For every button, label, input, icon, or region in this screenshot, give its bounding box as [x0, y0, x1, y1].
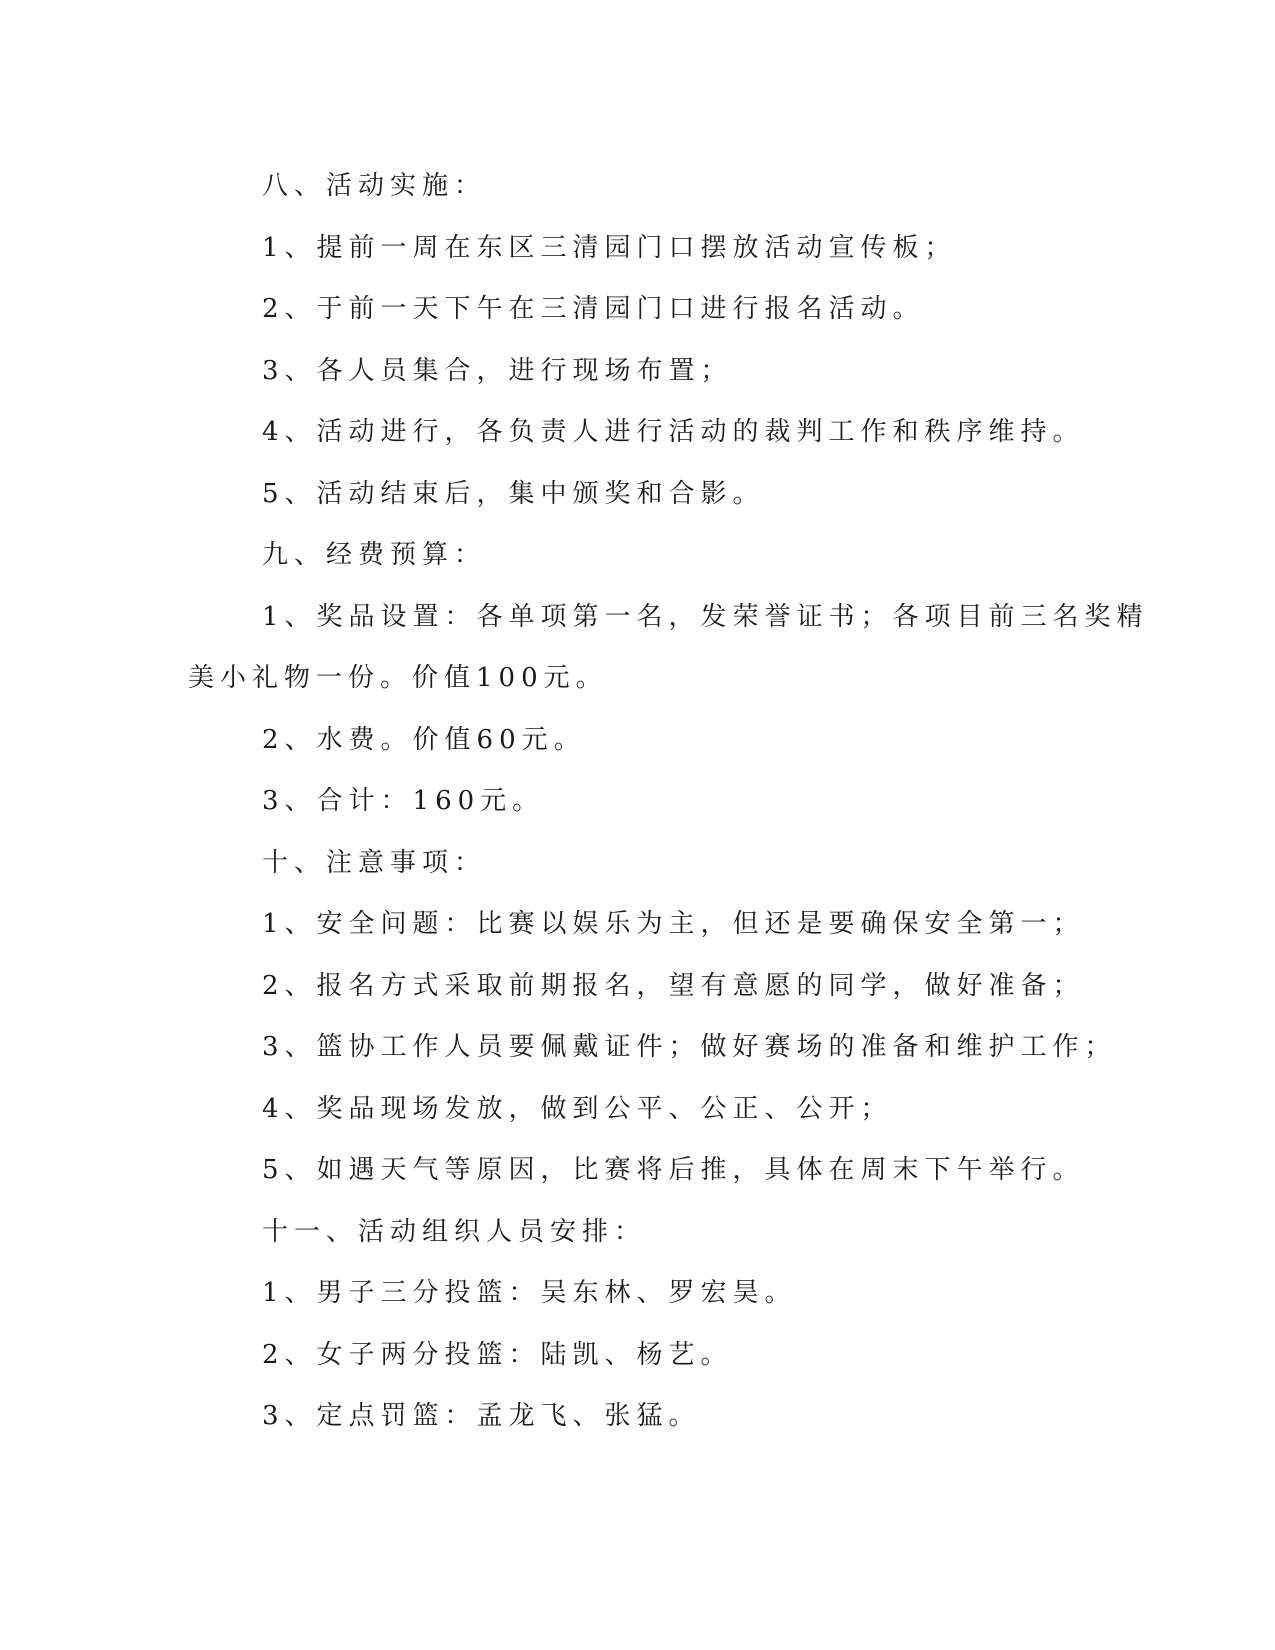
- paragraph-line: 3、定点罚篮：孟龙飞、张猛。: [262, 1401, 701, 1431]
- paragraph-line: 1、安全问题：比赛以娱乐为主，但还是要确保安全第一；: [262, 909, 1085, 939]
- paragraph-line: 5、活动结束后，集中颁奖和合影。: [262, 478, 765, 509]
- section-heading-budget: 九、经费预算：: [262, 540, 487, 570]
- paragraph-line: 5、如遇天气等原因，比赛将后推，具体在周末下午举行。: [262, 1155, 1085, 1185]
- paragraph-line: 2、女子两分投篮：陆凯、杨艺。: [262, 1339, 733, 1370]
- paragraph-line: 3、各人员集合，进行现场布置；: [262, 355, 733, 386]
- paragraph-line: 2、报名方式采取前期报名，望有意愿的同学，做好准备；: [262, 970, 1085, 1001]
- paragraph-line: 2、于前一天下午在三清园门口进行报名活动。: [262, 294, 925, 324]
- paragraph-line: 4、奖品现场发放，做到公平、公正、公开；: [262, 1093, 893, 1124]
- paragraph-line: 1、男子三分投篮：吴东林、罗宏昊。: [262, 1278, 797, 1308]
- paragraph-line: 2、水费。价值60元。: [262, 724, 586, 755]
- document-body: [188, 166, 1149, 1458]
- paragraph-line: 4、活动进行，各负责人进行活动的裁判工作和秩序维持。: [262, 417, 1085, 447]
- paragraph-line-continuation: 美小礼物一份。价值100元。: [188, 663, 608, 693]
- section-heading-staff: 十一、活动组织人员安排：: [262, 1216, 647, 1247]
- paragraph-line: 3、篮协工作人员要佩戴证件；做好赛场的准备和维护工作；: [262, 1032, 1117, 1062]
- section-heading-implementation: 八、活动实施：: [262, 171, 487, 201]
- paragraph-line: 1、奖品设置：各单项第一名，发荣誉证书；各项目前三名奖精: [262, 601, 1149, 632]
- paragraph-line: 3、合计：160元。: [262, 786, 545, 816]
- section-heading-notes: 十、注意事项：: [262, 847, 487, 878]
- paragraph-line: 1、提前一周在东区三清园门口摆放活动宣传板；: [262, 232, 957, 263]
